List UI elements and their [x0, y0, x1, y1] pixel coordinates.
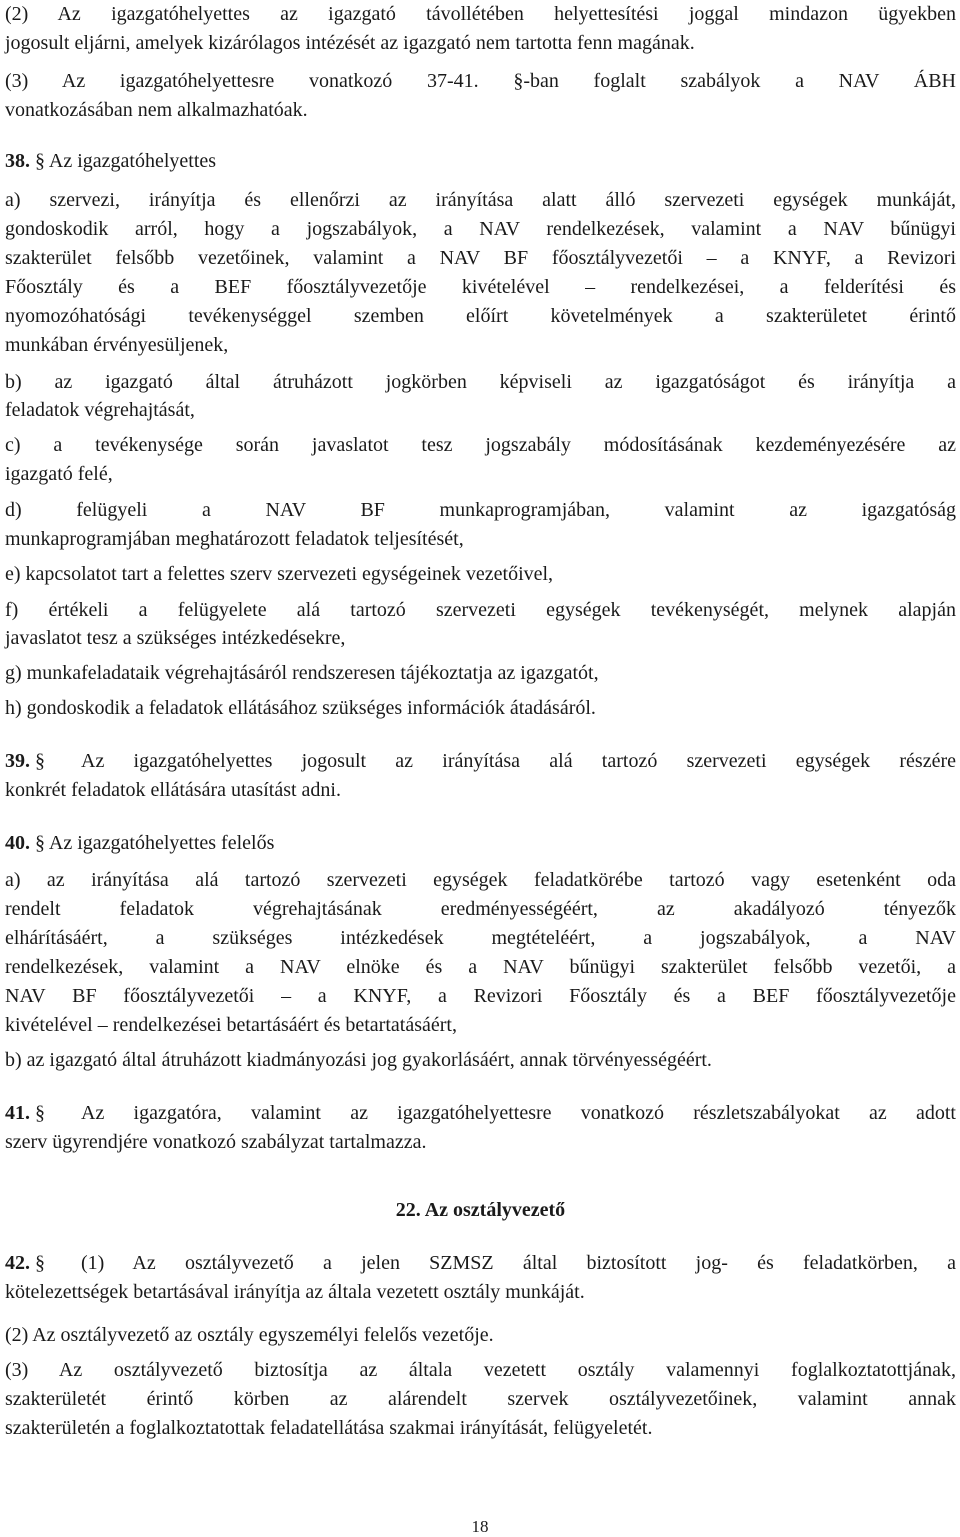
- section-42-2-line: (2) Az osztályvezető az osztály egyszemélyi felelős vezetője.: [5, 1324, 494, 1346]
- section-42-line-2: kötelezettségek betartásával irányítja az általa vezetett osztály munkáját.: [5, 1281, 585, 1303]
- section-39-lead: [5, 748, 45, 775]
- section-38-heading: [5, 148, 956, 175]
- section-38-a-line-4: Főosztály és a BEF főosztályvezetője kivételével – rendelkezései, a felderítési és: [5, 276, 956, 298]
- paragraph-37-3-line-2: vonatkozásában nem alkalmazhatóak.: [5, 99, 308, 121]
- section-38-a-line-5: nyomozóhatósági tevékenységgel szemben előírt követelmények a szakterületet érintő: [5, 305, 956, 327]
- section-38-a-line-1: a) szervezi, irányítja és ellenőrzi az irányítása alatt álló szervezeti egységek munkáját,: [5, 189, 956, 211]
- section-38-b-line-2: feladatok végrehajtását,: [5, 399, 195, 421]
- section-number: 41.: [5, 1102, 30, 1124]
- section-40-b-line: b) az igazgató által átruházott kiadmányozási jog gyakorlásáért, annak törvényességéért.: [5, 1049, 712, 1071]
- section-39-line-1: [5, 748, 956, 775]
- section-42-3-line-2: szakterületét érintő körben az alárendelt szervek osztályvezetőinek, valamint annak: [5, 1388, 956, 1410]
- section-39-line-2: konkrét feladatok ellátására utasítást adni.: [5, 779, 341, 801]
- section-40-heading: [5, 830, 956, 857]
- section-symbol: §: [35, 1102, 45, 1124]
- section-42-3-line-3: szakterületén a foglalkoztatottak feladatellátása szakmai irányítását, felügyeletét.: [5, 1417, 653, 1439]
- section-number: 38.: [5, 150, 30, 172]
- section-38-a-line-2: gondoskodik arról, hogy a jogszabályok, a NAV rendelkezések, valamint a NAV bűnügyi: [5, 218, 956, 240]
- section-38-f-line-2: javaslatot tesz a szükséges intézkedésekre,: [5, 627, 346, 649]
- section-38-c-line-1: c) a tevékenysége során javaslatot tesz jogszabály módosításának kezdeményezésére az: [5, 434, 956, 456]
- section-41-text: Az igazgatóra, valamint az igazgatóhelyettesre vonatkozó részletszabályokat az adott: [81, 1102, 956, 1124]
- section-title: Az igazgatóhelyettes: [48, 150, 217, 172]
- section-40-a-line-5: NAV BF főosztályvezetői – a KNYF, a Revizori Főosztály és a BEF főosztályvezetője: [5, 985, 956, 1007]
- section-title: Az igazgatóhelyettes felelős: [48, 832, 275, 854]
- section-38-a-line-3: szakterület felsőbb vezetőinek, valamint a NAV BF főosztályvezetői – a KNYF, a Revizori: [5, 247, 956, 269]
- section-38-b-line-1: b) az igazgató által átruházott jogkörben képviseli az igazgatóságot és irányítja a: [5, 371, 956, 393]
- section-symbol: §: [35, 150, 45, 172]
- section-41-line-2: szerv ügyrendjére vonatkozó szabályzat tartalmazza.: [5, 1131, 427, 1153]
- section-42-lead: [5, 1250, 45, 1277]
- section-number: 39.: [5, 750, 30, 772]
- section-40-a-line-3: elhárításáért, a szükséges intézkedések megtételéért, a jogszabályok, a NAV: [5, 927, 956, 949]
- section-number: 40.: [5, 832, 30, 854]
- section-38-a-line-6: munkában érvényesüljenek,: [5, 334, 229, 356]
- section-41-line-1: [5, 1100, 956, 1127]
- section-42-line-1: [5, 1250, 956, 1277]
- page-number: 18: [471, 1517, 489, 1536]
- section-40-a-line-4: rendelkezések, valamint a NAV elnöke és a NAV bűnügyi szakterület felsőbb vezetői, a: [5, 956, 956, 978]
- section-40-a-line-6: kivételével – rendelkezései betartásáért és betartatásáért,: [5, 1014, 457, 1036]
- section-38-f-line-1: f) értékeli a felügyelete alá tartozó szervezeti egységek tevékenységét, melynek alapján: [5, 599, 956, 621]
- paragraph-37-2-line-1: (2) Az igazgatóhelyettes az igazgató távollétében helyettesítési joggal mindazon ügyekben: [5, 3, 956, 25]
- section-39-text: Az igazgatóhelyettes jogosult az irányítása alá tartozó szervezeti egységek részére: [81, 750, 956, 772]
- section-38-e-line: e) kapcsolatot tart a felettes szerv szervezeti egységeinek vezetőivel,: [5, 563, 554, 585]
- section-number: 42.: [5, 1252, 30, 1274]
- section-38-g-line: g) munkafeladataik végrehajtásáról rendszeresen tájékoztatja az igazgatót,: [5, 662, 599, 684]
- section-41-lead: [5, 1100, 45, 1127]
- section-symbol: §: [35, 832, 45, 854]
- section-40-a-line-2: rendelt feladatok végrehajtásának eredményességéért, az akadályozó tényezők: [5, 898, 956, 920]
- section-38-d-line-2: munkaprogramjában meghatározott feladatok teljesítését,: [5, 528, 464, 550]
- section-42-3-line-1: (3) Az osztályvezető biztosítja az általa vezetett osztály valamennyi foglalkoztatottjának,: [5, 1359, 956, 1381]
- chapter-heading: 22. Az osztályvezető: [395, 1199, 566, 1221]
- section-38-c-line-2: igazgató felé,: [5, 463, 113, 485]
- section-symbol: §: [35, 750, 45, 772]
- section-42-text: (1) Az osztályvezető a jelen SZMSZ által biztosított jog- és feladatkörben, a: [81, 1252, 956, 1274]
- section-38-d-line-1: d) felügyeli a NAV BF munkaprogramjában, valamint az igazgatóság: [5, 499, 956, 521]
- section-38-h-line: h) gondoskodik a feladatok ellátásához szükséges információk átadásáról.: [5, 697, 596, 719]
- paragraph-37-2-line-2: jogosult eljárni, amelyek kizárólagos intézését az igazgató nem tartotta fenn magának.: [5, 32, 695, 54]
- section-40-a-line-1: a) az irányítása alá tartozó szervezeti egységek feladatkörébe tartozó vagy esetenként oda: [5, 869, 956, 891]
- paragraph-37-3-line-1: (3) Az igazgatóhelyettesre vonatkozó 37-41. §-ban foglalt szabályok a NAV ÁBH: [5, 70, 956, 92]
- section-symbol: §: [35, 1252, 45, 1274]
